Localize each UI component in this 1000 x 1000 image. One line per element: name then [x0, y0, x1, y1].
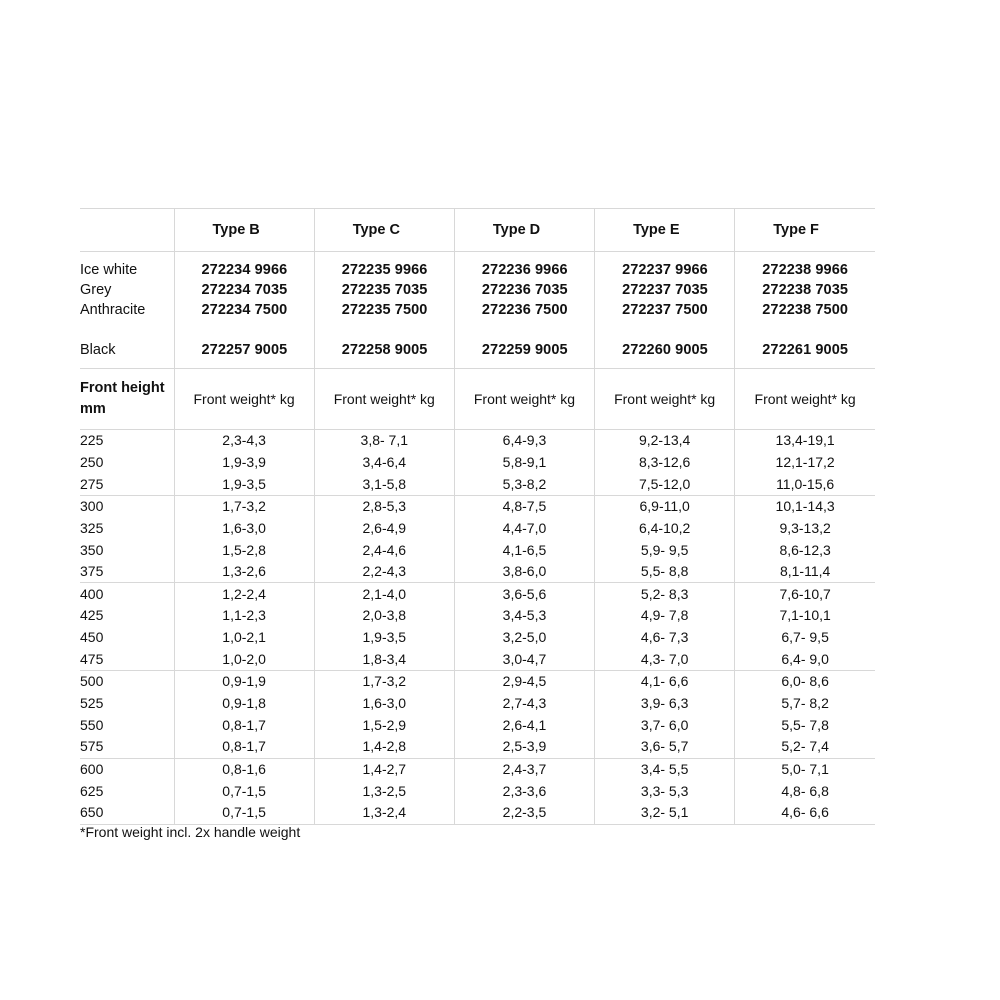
type-header: Type F [735, 209, 875, 252]
spacer-cell [314, 320, 454, 340]
data-row [80, 758, 875, 780]
article-number: 272259 9005 [454, 340, 594, 369]
colour-label: Black [80, 340, 174, 369]
front-weight-value: 4,6- 6,6 [735, 802, 875, 824]
front-weight-value: 2,6-4,9 [314, 518, 454, 540]
data-row [80, 518, 875, 540]
article-number: 272238 7035 [735, 280, 875, 300]
front-weight-value: 7,5-12,0 [595, 473, 735, 495]
front-weight-value: 4,8-7,5 [454, 495, 594, 517]
front-weight-value: 5,2- 8,3 [595, 583, 735, 605]
article-number: 272234 7035 [174, 280, 314, 300]
front-height-value: 550 [80, 716, 104, 733]
front-weight-value: 5,5- 8,8 [595, 561, 735, 583]
front-weight-value: 0,7-1,5 [174, 780, 314, 802]
front-weight-value: 3,6- 5,7 [595, 736, 735, 758]
front-weight-value: 5,5- 7,8 [735, 714, 875, 736]
front-weight-value: 4,8- 6,8 [735, 780, 875, 802]
front-weight-value: 1,1-2,3 [174, 605, 314, 627]
front-weight-value: 2,8-5,3 [314, 495, 454, 517]
front-weight-value: 2,6-4,1 [454, 714, 594, 736]
front-weight-value: 7,6-10,7 [735, 583, 875, 605]
type-header-row [80, 209, 875, 252]
front-weight-value: 2,1-4,0 [314, 583, 454, 605]
data-row [80, 473, 875, 495]
front-height-value: 475 [80, 648, 174, 670]
article-number: 272236 7035 [454, 280, 594, 300]
data-row [80, 802, 875, 824]
front-height-value: 225 [80, 432, 104, 449]
front-height-value: 525 [80, 695, 104, 711]
front-weight-value: 2,2-3,5 [454, 802, 594, 824]
front-weight-value: 6,9-11,0 [595, 495, 735, 517]
front-weight-value: 3,8-6,0 [454, 561, 594, 583]
front-weight-value: 3,3- 5,3 [595, 780, 735, 802]
colour-label: Anthracite [80, 302, 146, 318]
front-weight-value: 2,4-4,6 [314, 539, 454, 561]
front-weight-value: 3,2-5,0 [454, 627, 594, 649]
data-row [80, 452, 875, 474]
article-number: 272261 9005 [735, 340, 875, 369]
data-row [80, 583, 875, 605]
front-height-value: 400 [80, 585, 104, 602]
front-weight-value: 3,1-5,8 [314, 473, 454, 495]
front-height-value: 375 [80, 561, 174, 583]
front-weight-value: 3,9- 6,3 [595, 693, 735, 715]
spacer-row [80, 320, 875, 340]
front-weight-header: Front weight* kg [595, 369, 735, 430]
front-weight-value: 4,4-7,0 [454, 518, 594, 540]
colour-row [80, 252, 875, 281]
front-weight-value: 12,1-17,2 [735, 452, 875, 474]
front-weight-table [80, 208, 875, 825]
front-weight-value: 1,3-2,5 [314, 780, 454, 802]
data-row [80, 430, 875, 452]
front-weight-value: 3,4-5,3 [454, 605, 594, 627]
footnote: *Front weight incl. 2x handle weight [80, 824, 301, 840]
data-row [80, 561, 875, 583]
front-weight-value: 1,8-3,4 [314, 648, 454, 670]
front-weight-value: 2,2-4,3 [314, 561, 454, 583]
front-weight-value: 11,0-15,6 [735, 473, 875, 495]
front-weight-value: 6,4-10,2 [595, 518, 735, 540]
article-number: 272258 9005 [314, 340, 454, 369]
front-height-value: 600 [80, 760, 104, 777]
front-weight-value: 0,9-1,8 [174, 693, 314, 715]
data-row [80, 627, 875, 649]
front-weight-value: 3,0-4,7 [454, 648, 594, 670]
front-weight-value: 10,1-14,3 [735, 495, 875, 517]
front-weight-value: 1,0-2,1 [174, 627, 314, 649]
front-weight-value: 4,9- 7,8 [595, 605, 735, 627]
corner-cell [80, 209, 174, 252]
spacer-cell [80, 320, 174, 340]
colour-row [80, 300, 875, 320]
front-weight-value: 3,6-5,6 [454, 583, 594, 605]
front-weight-value: 5,9- 9,5 [595, 539, 735, 561]
front-weight-value: 5,8-9,1 [454, 452, 594, 474]
data-row [80, 648, 875, 670]
front-height-header: Front height mm [80, 369, 174, 430]
front-weight-value: 2,3-3,6 [454, 780, 594, 802]
front-weight-header: Front weight* kg [454, 369, 594, 430]
front-weight-value: 3,4-6,4 [314, 452, 454, 474]
front-weight-value: 0,7-1,5 [174, 802, 314, 824]
type-header: Type D [454, 209, 594, 252]
front-weight-value: 2,4-3,7 [454, 758, 594, 780]
spacer-cell [595, 320, 735, 340]
colour-row [80, 340, 875, 369]
type-header: Type C [314, 209, 454, 252]
front-weight-value: 6,4-9,3 [454, 430, 594, 452]
weight-header-row [80, 369, 875, 430]
data-row [80, 671, 875, 693]
front-weight-value: 1,6-3,0 [174, 518, 314, 540]
front-height-value: 250 [80, 453, 104, 470]
front-height-value: 325 [80, 519, 104, 536]
type-header: Type B [174, 209, 314, 252]
front-weight-value: 0,8-1,6 [174, 758, 314, 780]
front-weight-value: 6,4- 9,0 [735, 648, 875, 670]
front-weight-value: 1,9-3,5 [174, 473, 314, 495]
front-weight-value: 3,4- 5,5 [595, 758, 735, 780]
front-weight-value: 2,0-3,8 [314, 605, 454, 627]
front-weight-value: 5,0- 7,1 [735, 758, 875, 780]
front-height-value: 450 [80, 629, 104, 646]
front-height-value: 650 [80, 802, 174, 824]
front-weight-value: 1,4-2,8 [314, 736, 454, 758]
front-weight-value: 4,1- 6,6 [595, 671, 735, 693]
front-weight-value: 4,6- 7,3 [595, 627, 735, 649]
front-weight-value: 1,2-2,4 [174, 583, 314, 605]
front-weight-value: 1,6-3,0 [314, 693, 454, 715]
front-weight-header: Front weight* kg [735, 369, 875, 430]
front-weight-header: Front weight* kg [314, 369, 454, 430]
front-weight-value: 1,0-2,0 [174, 648, 314, 670]
type-header: Type E [595, 209, 735, 252]
colour-label: Ice white [80, 262, 138, 278]
article-number: 272257 9005 [174, 340, 314, 369]
data-row [80, 714, 875, 736]
article-number: 272236 7500 [454, 300, 594, 320]
front-weight-value: 1,9-3,5 [314, 627, 454, 649]
front-height-value: 275 [80, 473, 174, 495]
front-weight-value: 7,1-10,1 [735, 605, 875, 627]
front-height-value: 350 [80, 541, 104, 558]
front-weight-value: 13,4-19,1 [735, 430, 875, 452]
front-height-value: 300 [80, 498, 104, 515]
front-weight-value: 5,2- 7,4 [735, 736, 875, 758]
front-weight-value: 6,7- 9,5 [735, 627, 875, 649]
data-row [80, 605, 875, 627]
front-weight-value: 2,3-4,3 [174, 430, 314, 452]
article-number: 272260 9005 [595, 340, 735, 369]
article-number: 272235 7500 [314, 300, 454, 320]
article-number: 272236 9966 [454, 252, 594, 281]
front-weight-value: 2,9-4,5 [454, 671, 594, 693]
front-weight-value: 8,6-12,3 [735, 539, 875, 561]
front-weight-value: 3,8- 7,1 [314, 430, 454, 452]
front-weight-value: 1,3-2,6 [174, 561, 314, 583]
article-number: 272237 9966 [595, 252, 735, 281]
front-weight-value: 1,3-2,4 [314, 802, 454, 824]
spacer-cell [454, 320, 594, 340]
front-height-value: 500 [80, 673, 104, 690]
front-weight-value: 9,3-13,2 [735, 518, 875, 540]
front-weight-value: 8,1-11,4 [735, 561, 875, 583]
front-weight-value: 1,9-3,9 [174, 452, 314, 474]
data-row [80, 780, 875, 802]
front-weight-value: 4,1-6,5 [454, 539, 594, 561]
front-weight-value: 2,5-3,9 [454, 736, 594, 758]
article-number: 272234 7500 [174, 300, 314, 320]
front-weight-value: 6,0- 8,6 [735, 671, 875, 693]
article-number: 272238 9966 [735, 252, 875, 281]
article-number: 272238 7500 [735, 300, 875, 320]
front-weight-header: Front weight* kg [174, 369, 314, 430]
front-weight-value: 0,9-1,9 [174, 671, 314, 693]
spacer-cell [174, 320, 314, 340]
data-row [80, 495, 875, 517]
front-weight-value: 4,3- 7,0 [595, 648, 735, 670]
front-weight-value: 1,5-2,8 [174, 539, 314, 561]
front-weight-value: 1,4-2,7 [314, 758, 454, 780]
spacer-cell [735, 320, 875, 340]
front-weight-value: 1,5-2,9 [314, 714, 454, 736]
front-weight-value: 1,7-3,2 [314, 671, 454, 693]
front-weight-value: 3,2- 5,1 [595, 802, 735, 824]
front-weight-value: 0,8-1,7 [174, 736, 314, 758]
article-number: 272237 7500 [595, 300, 735, 320]
front-weight-value: 1,7-3,2 [174, 495, 314, 517]
data-row [80, 539, 875, 561]
article-number: 272235 7035 [314, 280, 454, 300]
colour-label: Grey [80, 282, 112, 298]
article-number: 272237 7035 [595, 280, 735, 300]
front-weight-value: 5,3-8,2 [454, 473, 594, 495]
article-number: 272235 9966 [314, 252, 454, 281]
data-row [80, 693, 875, 715]
front-weight-value: 2,7-4,3 [454, 693, 594, 715]
front-height-value: 625 [80, 782, 104, 799]
front-weight-value: 8,3-12,6 [595, 452, 735, 474]
front-weight-value: 0,8-1,7 [174, 714, 314, 736]
front-weight-value: 3,7- 6,0 [595, 714, 735, 736]
colour-row [80, 280, 875, 300]
front-weight-value: 5,7- 8,2 [735, 693, 875, 715]
front-height-value: 425 [80, 607, 104, 624]
front-weight-value: 9,2-13,4 [595, 430, 735, 452]
front-height-value: 575 [80, 736, 174, 758]
data-row [80, 736, 875, 758]
article-number: 272234 9966 [174, 252, 314, 281]
